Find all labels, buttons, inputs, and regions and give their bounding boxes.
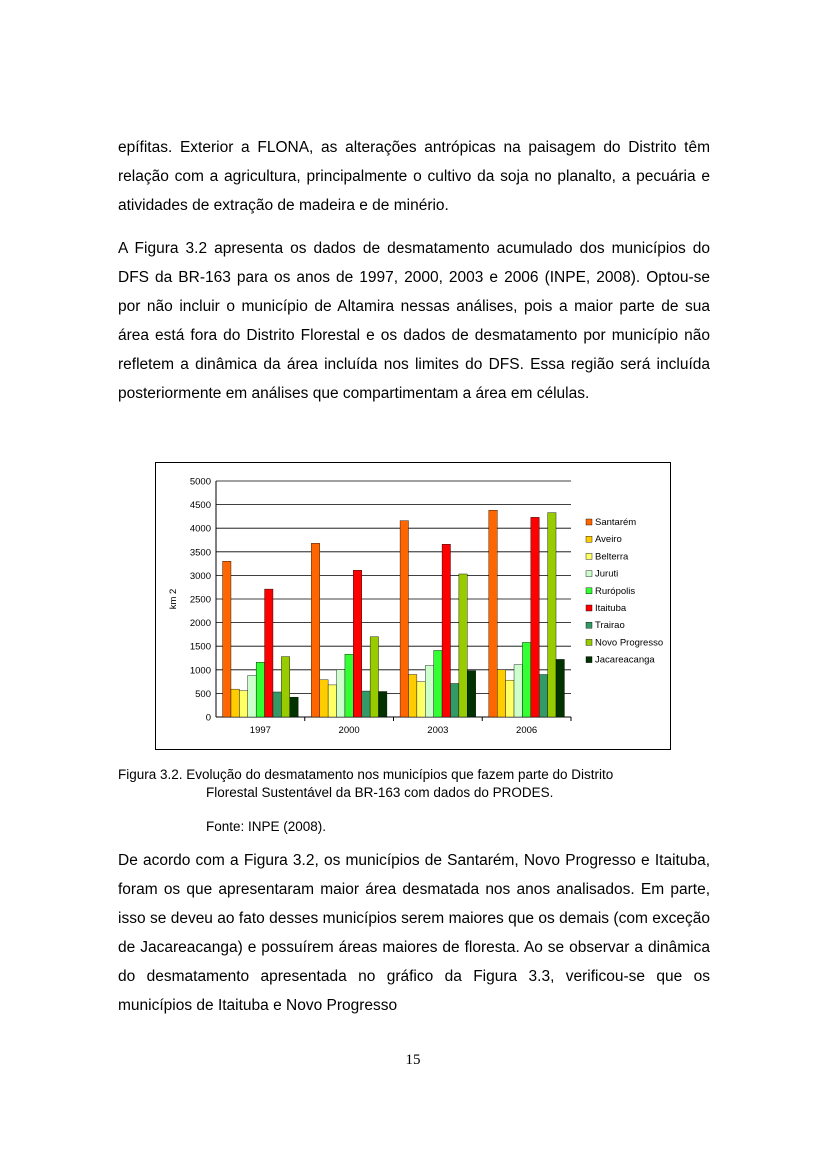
bar xyxy=(417,682,425,717)
y-tick-label: 1000 xyxy=(189,665,211,677)
body-paragraph-3: De acordo com a Figura 3.2, os municípios de Santarém, Novo Progresso e Itaituba, foram os que apresentaram maior área desmatada nos anos analisados. Em parte, isso se deveu ao fato desses municípios serem maiores que os demais (com exceção de Jacareacanga) e possuírem áreas maiores de floresta. Ao se observar a dinâmica do desmatamento apresentada no gráfico da Figura 3.3, verificou-se que os municípios de Itaituba e Novo Progresso xyxy=(118,852,710,1014)
y-tick-label: 4500 xyxy=(189,500,211,512)
bar xyxy=(379,692,387,717)
bar xyxy=(248,675,256,717)
legend-label: Trairao xyxy=(595,620,625,632)
legend-swatch xyxy=(586,639,592,645)
bar xyxy=(265,589,273,717)
legend-label: Santarém xyxy=(595,517,637,528)
y-tick-label: 5000 xyxy=(189,476,211,488)
y-axis-label: km 2 xyxy=(168,588,179,610)
bar xyxy=(290,697,298,717)
chart-svg xyxy=(156,463,670,749)
page-number: 15 xyxy=(405,1052,421,1068)
legend-swatch xyxy=(586,622,592,628)
bar xyxy=(400,521,408,717)
bar xyxy=(548,513,556,717)
bar xyxy=(497,670,505,717)
bar xyxy=(539,675,547,717)
y-tick-label: 3500 xyxy=(189,547,211,559)
figure-caption-line-1: Figura 3.2. Evolução do desmatamento nos municípios que fazem parte do Distrito xyxy=(118,767,614,782)
x-tick-label: 2006 xyxy=(516,725,538,736)
bar xyxy=(328,685,336,717)
bar xyxy=(273,692,281,717)
x-tick-label: 1997 xyxy=(249,725,271,736)
bar xyxy=(514,665,522,717)
bar xyxy=(506,680,514,717)
bar xyxy=(425,666,433,717)
bar xyxy=(353,570,361,717)
legend-label: Itaituba xyxy=(595,603,627,614)
figure-caption-line-2: Florestal Sustentável da BR-163 com dados do PRODES. xyxy=(206,785,554,800)
bar xyxy=(345,654,353,717)
body-paragraph-1: epífitas. Exterior a FLONA, as alterações antrópicas na paisagem do Distrito têm relação com a agricultura, principalmente o cultivo da soja no planalto, a pecuária e atividades de extração de madeira e de minério. xyxy=(118,139,710,214)
bar xyxy=(239,691,247,717)
y-tick-label: 2500 xyxy=(189,594,211,606)
legend-label: Belterra xyxy=(595,551,629,563)
legend-swatch xyxy=(586,553,592,559)
bar xyxy=(489,510,497,717)
y-tick-label: 0 xyxy=(205,712,211,724)
bar xyxy=(362,691,370,717)
y-tick-label: 3000 xyxy=(189,570,211,582)
bar xyxy=(408,675,416,717)
figure-source: Fonte: INPE (2008). xyxy=(206,819,327,834)
legend-label: Rurópolis xyxy=(595,585,636,597)
y-tick-label: 500 xyxy=(195,688,211,700)
legend-swatch xyxy=(586,657,592,663)
deforestation-chart xyxy=(155,462,671,750)
bar xyxy=(531,517,539,717)
legend-swatch xyxy=(586,519,592,525)
legend-label: Juruti xyxy=(595,568,619,580)
bar xyxy=(450,683,458,717)
y-tick-label: 1500 xyxy=(189,641,211,653)
bar xyxy=(370,637,378,717)
bar xyxy=(281,657,289,717)
bar xyxy=(467,671,475,717)
legend-swatch xyxy=(586,588,592,594)
y-tick-label: 2000 xyxy=(189,618,211,630)
bar xyxy=(522,642,530,717)
bar xyxy=(556,659,564,717)
x-tick-label: 2000 xyxy=(338,725,360,736)
legend-swatch xyxy=(586,536,592,542)
bar xyxy=(320,680,328,717)
bar xyxy=(256,662,264,717)
bar xyxy=(311,543,319,717)
legend-label: Novo Progresso xyxy=(595,637,664,649)
bar xyxy=(434,650,442,717)
y-tick-label: 4000 xyxy=(189,523,211,535)
x-tick-label: 2003 xyxy=(427,725,449,736)
legend-label: Aveiro xyxy=(595,534,622,546)
legend-label: Jacareacanga xyxy=(595,654,655,666)
legend-swatch xyxy=(586,571,592,577)
bar xyxy=(223,561,231,717)
bar xyxy=(231,689,239,717)
bar xyxy=(337,670,345,717)
body-paragraph-2: A Figura 3.2 apresenta os dados de desmatamento acumulado dos municípios do DFS da BR-163 para os anos de 1997, 2000, 2003 e 2006 (INPE, 2008). Optou-se por não incluir o município de Altamira nessas análises, pois a maior parte de sua área está fora do Distrito Florestal e os dados de desmatamento por município não refletem a dinâmica da área incluída nos limites do DFS. Essa região será incluída posteriormente em análises que compartimentam a área em células. xyxy=(118,240,710,402)
legend-swatch xyxy=(586,605,592,611)
bar xyxy=(459,574,467,717)
bar xyxy=(442,544,450,717)
